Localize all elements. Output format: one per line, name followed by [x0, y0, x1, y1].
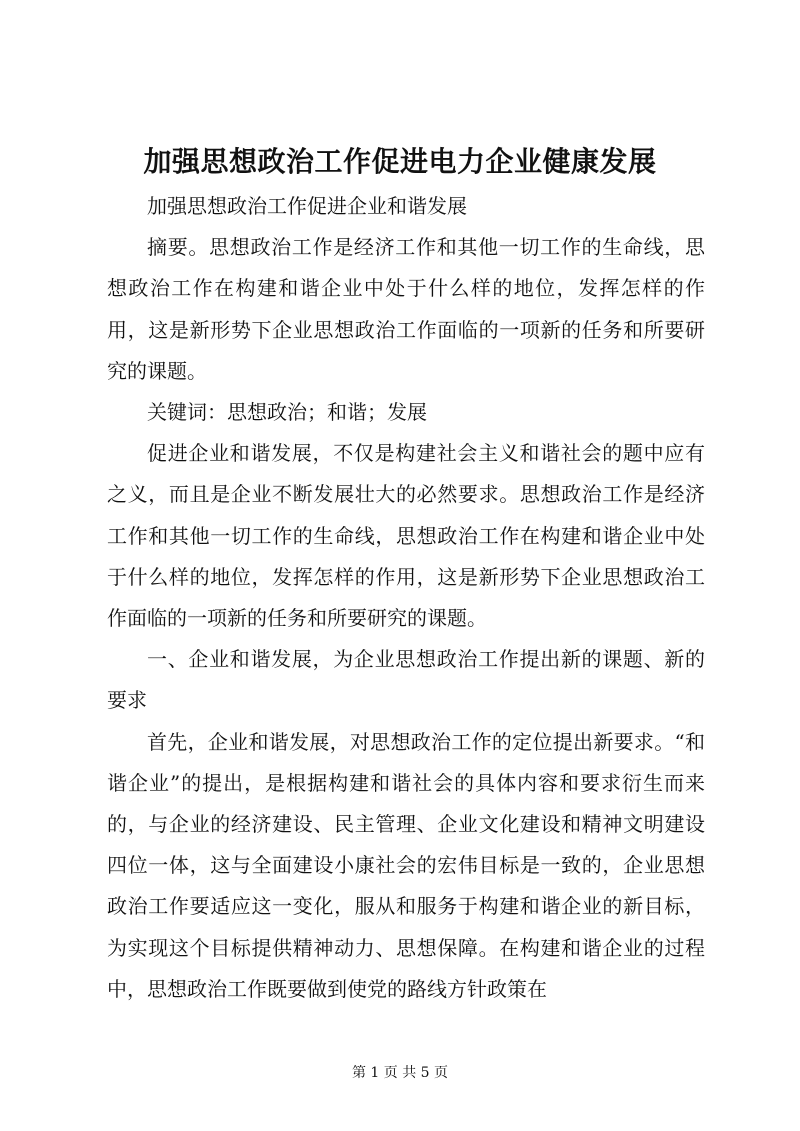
page-footer: 第 1 页 共 5 页: [351, 1065, 449, 1081]
subtitle-paragraph: 加强思想政治工作促进企业和谐发展: [147, 194, 467, 218]
body-paragraph: 首先，企业和谐发展，对思想政治工作的定位提出新要求。“和谐企业”的提出，是根据构建和谐社会的具体内容和要求衍生而来的，与企业的经济建设、民主管理、企业文化建设和精神文明建设四位一体，这与全面建设小康社会的宏伟目标是一致的，企业思想政治工作要适应这一变化，服从和服务于构建和谐企业的新目标，为实现这个目标提供精神动力、思想保障。在构建和谐企业的过程中，思想政治工作既要做到使党的路线方针政策在: [107, 729, 705, 1001]
abstract-paragraph: 摘要。思想政治工作是经济工作和其他一切工作的生命线，思想政治工作在构建和谐企业中处于什么样的地位，发挥怎样的作用，这是新形势下企业思想政治工作面临的一项新的任务和所要研究的课题。: [107, 235, 705, 383]
intro-paragraph: 促进企业和谐发展，不仅是构建社会主义和谐社会的题中应有之义，而且是企业不断发展壮大的必然要求。思想政治工作是经济工作和其他一切工作的生命线，思想政治工作在构建和谐企业中处于什么样的地位，发挥怎样的作用，这是新形势下企业思想政治工作面临的一项新的任务和所要研究的课题。: [107, 441, 705, 631]
keywords-paragraph: 关键词：思想政治；和谐；发展: [147, 400, 427, 425]
document-title: 加强思想政治工作促进电力企业健康发展: [143, 145, 657, 178]
section-heading: 一、企业和谐发展，为企业思想政治工作提出新的课题、新的要求: [107, 647, 705, 713]
document-body: [107, 186, 705, 1010]
